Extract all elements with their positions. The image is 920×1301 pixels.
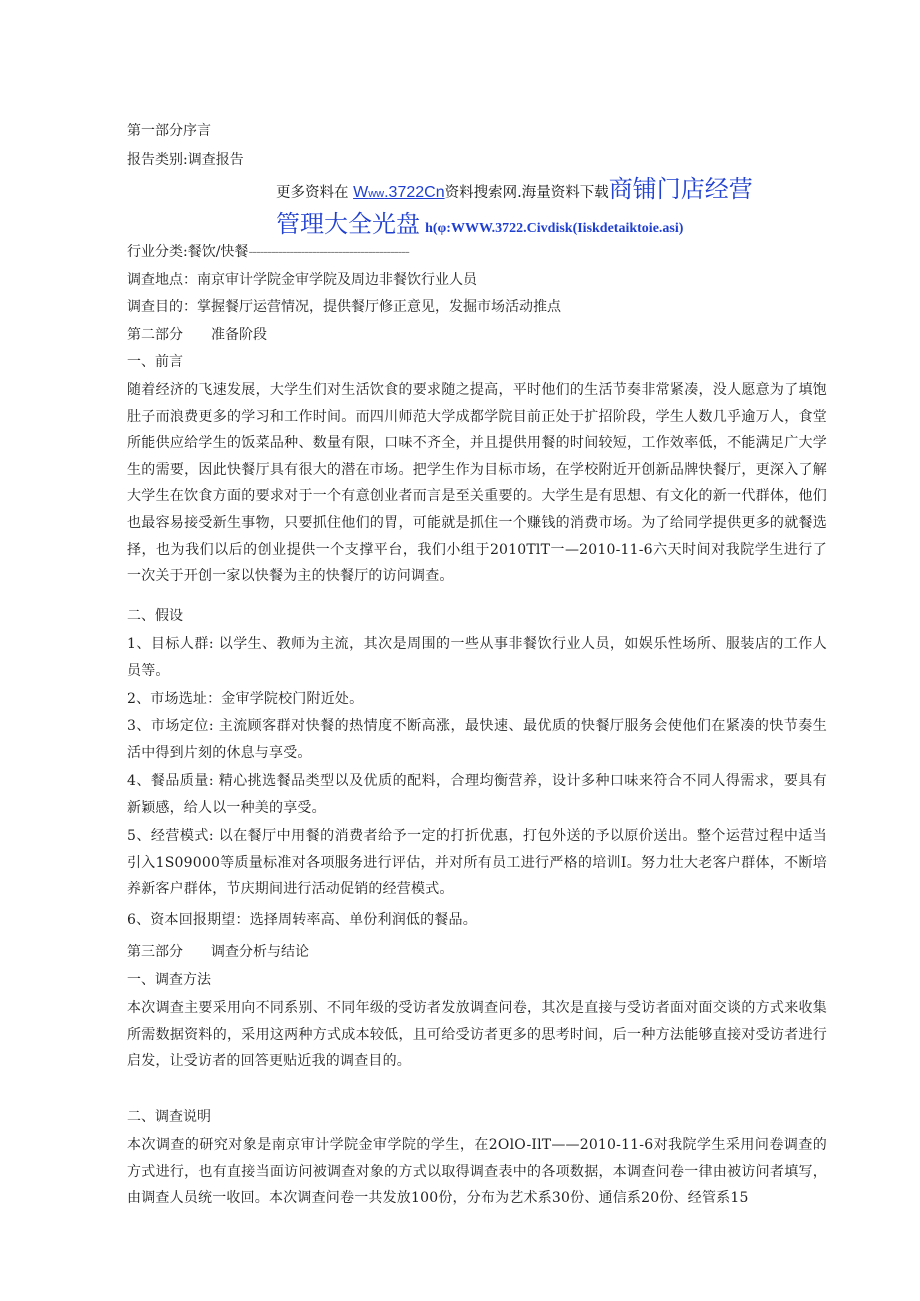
ad-title-line2[interactable]: 管理大全光盘 bbox=[276, 210, 420, 238]
method-heading: 一、调查方法 bbox=[127, 972, 211, 988]
ad-site-link[interactable]: Www.3722Cn bbox=[353, 184, 445, 201]
industry-label: 行业分类:餐饮/快餐 bbox=[127, 244, 249, 260]
industry-line bbox=[127, 242, 827, 262]
explain-body: 本次调查的研究对象是南京审计学院金审学院的学生，在2OlO-IlT——2010-11-6对我院学生采用问卷调查的方式进行，也有直接当面访问被调查对象的方式以取得调查表中的各项数据，本调查问卷一律由被访问者填写，由调查人员统一收回。本次调查问卷一共发放100份，分布为艺术系30份、通信系20份、经管系15 bbox=[127, 1137, 827, 1207]
assumption-item: 5、经营模式: 以在餐厅中用餐的消费者给予一定的打折优惠，打包外送的予以原价送出。整个运营过程中适当引入1S09000等质量标准对各项服务进行评估，并对所有员工进行严格的培训I。努力壮大老客户群体，不断培养新客户群体，节庆期间进行活动促销的经营模式。 bbox=[127, 828, 827, 898]
assumption-heading: 二、假设 bbox=[127, 608, 183, 624]
preface-body: 随着经济的飞速发展，大学生们对生活饮食的要求随之提高，平时他们的生活节奏非常紧凑，没人愿意为了填饱肚子而浪费更多的学习和工作时间。而四川师范大学成都学院目前正处于扩招阶段，学生人数几乎逾万人，食堂所能供应给学生的饭菜品种、数量有限，口味不齐全，并且提供用餐的时间较短，工作效率低，不能满足广大学生的需要，因此快餐厅具有很大的潜在市场。把学生作为目标市场，在学校附近开创新品牌快餐厅，更深入了解大学生在饮食方面的要求对于一个有意创业者而言是至关重要的。大学生是有思想、有文化的新一代群体，他们也最容易接受新生事物，只要抓住他们的胃，可能就是抓住一个赚钱的消费市场。为了给同学提供更多的就餐选择，也为我们以后的创业提供一个支撑平台，我们小组于2010TlT一—2010-11-6六天时间对我院学生进行了一次关于开创一家以快餐为主的快餐厅的访问调查。 bbox=[127, 382, 827, 585]
ad-title-line1[interactable]: 商铺门店经营 bbox=[608, 175, 753, 203]
assumption-item: 4、餐品质量: 精心挑选餐品类型以及优质的配料，合理均衡营养，设计多种口味来符合不同人得需求，要具有新颖感，给人以一种美的享受。 bbox=[127, 773, 827, 816]
ad-url[interactable]: h(φ:WWW.3722.Civdisk(Iiskdetaiktoie.asi) bbox=[425, 221, 684, 236]
assumption-item: 1、目标人群: 以学生、教师为主流，其次是周围的一些从事非餐饮行业人员，如娱乐性场所、服装店的工作人员等。 bbox=[127, 636, 827, 679]
part2-heading: 第二部分 准备阶段 bbox=[127, 327, 267, 343]
part1-heading: 第一部分序言 bbox=[127, 123, 211, 139]
assumption-item: 2、市场选址：金审学院校门附近处。 bbox=[127, 691, 364, 707]
method-body: 本次调查主要采用向不同系别、不同年级的受访者发放调查问卷，其次是直接与受访者面对面交谈的方式来收集所需数据资料的，采用这两种方式成本较低，且可给受访者更多的思考时间，后一种方法能够直接对受访者进行启发，让受访者的回答更贴近我的调查目的。 bbox=[127, 1000, 827, 1070]
survey-location: 调查地点：南京审计学院金审学院及周边非餐饮行业人员 bbox=[127, 272, 477, 288]
ad-middle-text: 资料搜索网.海量资料下载 bbox=[444, 185, 609, 201]
dash-rule: ------------------------------------------- bbox=[248, 244, 409, 260]
survey-purpose: 调查目的：掌握餐厅运营情况，提供餐厅修正意见，发掘市场活动推点 bbox=[127, 299, 561, 315]
explain-heading: 二、调查说明 bbox=[127, 1109, 211, 1125]
assumption-item: 6、资本回报期望：选择周转率高、单份利润低的餐品。 bbox=[127, 912, 477, 928]
assumption-item: 3、市场定位: 主流顾客群对快餐的热情度不断高涨，最快速、最优质的快餐厅服务会使他们在紧凑的快节奏生活中得到片刻的休息与享受。 bbox=[127, 718, 827, 761]
ad-banner bbox=[276, 174, 836, 246]
report-type: 报告类别:调查报告 bbox=[127, 152, 244, 168]
part3-heading: 第三部分 调查分析与结论 bbox=[127, 944, 309, 960]
preface-heading: 一、前言 bbox=[127, 354, 183, 370]
ad-prefix: 更多资料在 bbox=[276, 185, 349, 201]
